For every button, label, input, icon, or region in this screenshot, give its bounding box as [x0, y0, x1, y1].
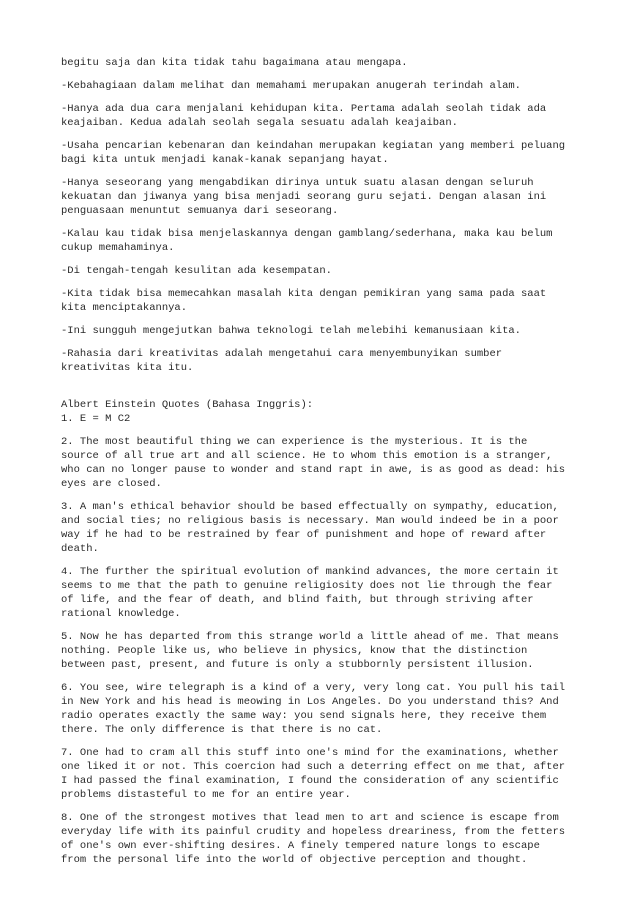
quote-paragraph: 4. The further the spiritual evolution of mankind advances, the more certain it seems to me that the path to genuine religiosity does not lie through the fear of life, and the fear of death, and blind faith, but through striving after rational knowledge.: [61, 566, 559, 620]
quote-paragraph: -Hanya seseorang yang mengabdikan dirinya untuk suatu alasan dengan seluruh kekuatan dan jiwanya yang bisa menjadi seorang guru sejati. Dengan alasan ini penguasaan menuntut semuanya dari seseorang.: [61, 177, 547, 217]
quote-paragraph: 5. Now he has departed from this strange world a little ahead of me. That means nothing. People like us, who believe in physics, know that the distinction between past, present, and future is only a stubbornly persistent illusion.: [61, 631, 559, 671]
quote-paragraph: begitu saja dan kita tidak tahu bagaimana atau mengapa.: [61, 57, 408, 69]
quote-paragraph: -Hanya ada dua cara menjalani kehidupan kita. Pertama adalah seolah tidak ada keajaiban. Kedua adalah seolah segala sesuatu adalah keajaiban.: [61, 103, 547, 129]
quote-paragraph: -Rahasia dari kreativitas adalah mengetahui cara menyembunyikan sumber kreativitas kita itu.: [61, 348, 503, 374]
quote-paragraph: -Kebahagiaan dalam melihat dan memahami merupakan anugerah terindah alam.: [61, 80, 521, 92]
quote-paragraph: 6. You see, wire telegraph is a kind of a very, very long cat. You pull his tail in New York and his head is meowing in Los Angeles. Do you understand this? And radio operates exactly the same way: you send signals here, they receive them there. The only difference is that there is no cat.: [61, 682, 566, 736]
quote-paragraph: 8. One of the strongest motives that lead men to art and science is escape from everyday life with its painful crudity and hopeless dreariness, from the fetters of one's own ever-shifting desires. A finely tempered nature longs to escape from the personal life into the world of objective perception and thought.: [61, 812, 566, 866]
quote-paragraph: -Di tengah-tengah kesulitan ada kesempatan.: [61, 265, 332, 277]
document-page: [61, 56, 581, 876]
quote-paragraph: -Ini sungguh mengejutkan bahwa teknologi telah melebihi kemanusiaan kita.: [61, 325, 521, 337]
quote-paragraph: -Kalau kau tidak bisa menjelaskannya dengan gamblang/sederhana, maka kau belum cukup memahaminya.: [61, 228, 553, 254]
quote-paragraph: -Kita tidak bisa memecahkan masalah kita dengan pemikiran yang sama pada saat kita menciptakannya.: [61, 288, 547, 314]
quote-paragraph: 2. The most beautiful thing we can experience is the mysterious. It is the source of all true art and all science. He to whom this emotion is a stranger, who can no longer pause to wonder and stand rapt in awe, is as good as dead: his eyes are closed.: [61, 436, 566, 490]
quote-paragraph: 3. A man's ethical behavior should be based effectually on sympathy, education, and social ties; no religious basis is necessary. Man would indeed be in a poor way if he had to be restrained by fear of punishment and hope of reward after death.: [61, 501, 559, 555]
quote-paragraph: 7. One had to cram all this stuff into one's mind for the examinations, whether one liked it or not. This coercion had such a deterring effect on me that, after I had passed the final examination, I found the consideration of any scientific problems distasteful to me for an entire year.: [61, 747, 566, 801]
section-spacer: [61, 384, 581, 398]
quote-paragraph: 1. E = M C2: [61, 413, 131, 425]
section-heading: Albert Einstein Quotes (Bahasa Inggris):: [61, 399, 314, 411]
quote-paragraph: -Usaha pencarian kebenaran dan keindahan merupakan kegiatan yang memberi peluang bagi kita untuk menjadi kanak-kanak sepanjang hayat.: [61, 140, 566, 166]
